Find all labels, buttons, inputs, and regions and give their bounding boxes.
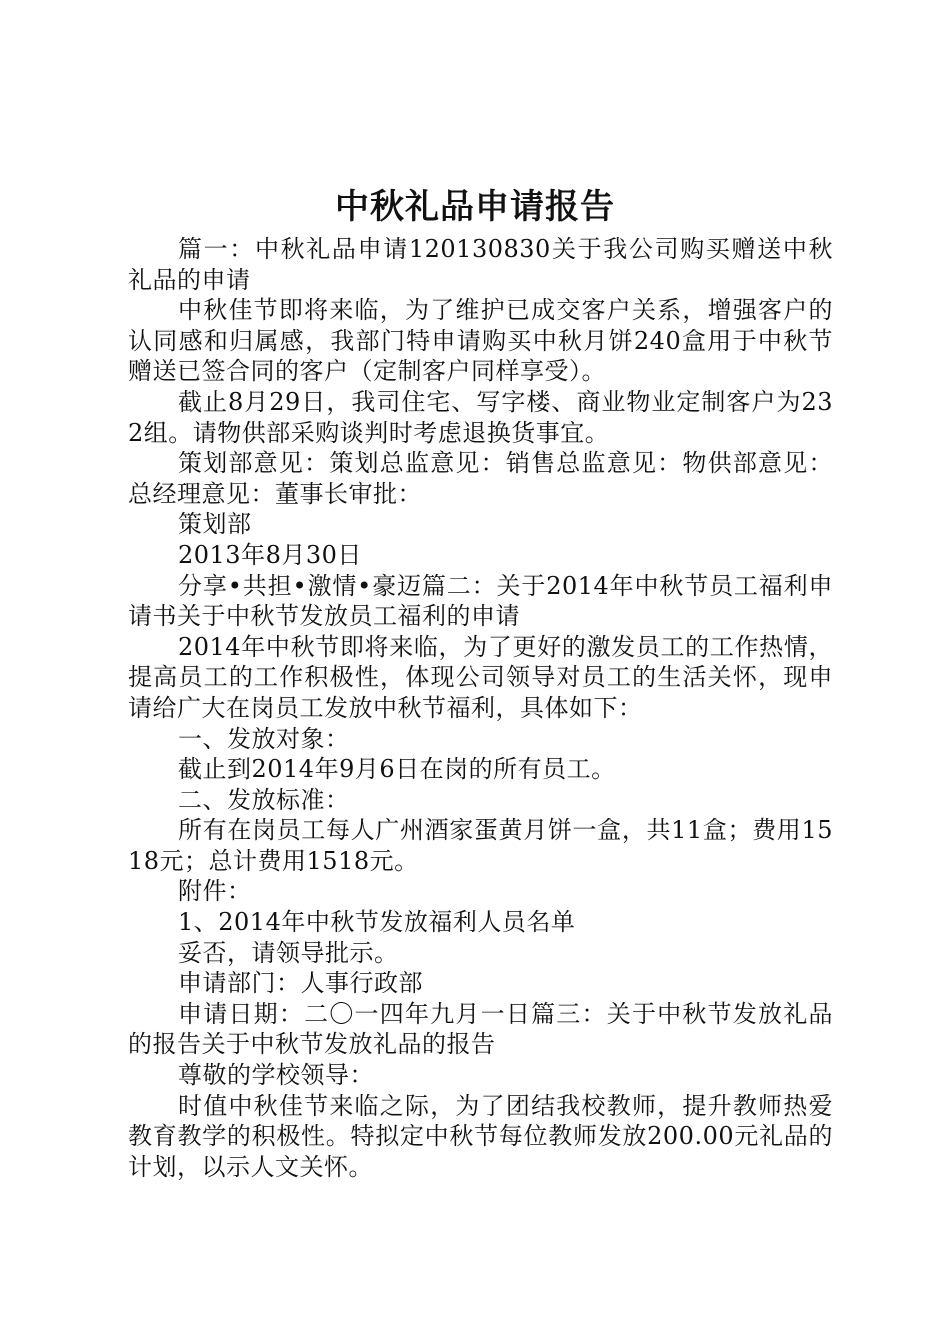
document-title: 中秋礼品申请报告 (335, 187, 615, 227)
paragraph-approval-opinions: 策划部意见：策划总监意见：销售总监意见：物供部意见：总经理意见：董事长审批： (128, 449, 833, 508)
paragraph-department-signature: 策划部 (178, 510, 252, 539)
paragraph-standard-detail: 所有在岗员工每人广州酒家蛋黄月饼一盒，共11盒；费用1518元；总计费用1518元。 (128, 816, 833, 875)
paragraph-employee-welfare-intro: 2014年中秋节即将来临，为了更好的激发员工的工作热情，提高员工的工作积极性，体现公司领导对员工的生活关怀，现申请给广大在岗员工发放中秋节福利，具体如下： (128, 632, 833, 722)
paragraph-target-detail: 截止到2014年9月6日在岗的所有员工。 (178, 755, 616, 784)
paragraph-standard-heading: 二、发放标准： (178, 785, 350, 814)
document-body (128, 234, 833, 1182)
paragraph-mooncake-purchase: 中秋佳节即将来临，为了维护已成交客户关系，增强客户的认同感和归属感，我部门特申请购买中秋月饼240盒用于中秋节赠送已签合同的客户（定制客户同样享受）。 (128, 296, 833, 386)
paragraph-teacher-gift-plan: 时值中秋佳节来临之际，为了团结我校教师，提升教师热爱教育教学的积极性。特拟定中秋节每位教师发放200.00元礼品的计划，以示人文关怀。 (128, 1091, 833, 1181)
paragraph-date-2013: 2013年8月30日 (178, 540, 362, 569)
paragraph-section-one-heading: 篇一：中秋礼品申请120130830关于我公司购买赠送中秋礼品的申请 (128, 235, 833, 294)
paragraph-applicant-department: 申请部门：人事行政部 (178, 969, 423, 998)
paragraph-request-approval: 妥否，请领导批示。 (178, 938, 399, 967)
paragraph-salutation: 尊敬的学校领导： (178, 1061, 374, 1090)
paragraph-attachment-heading: 附件： (178, 877, 252, 906)
paragraph-customer-count: 截止8月29日，我司住宅、写字楼、商业物业定制客户为232组。请物供部采购谈判时考虑退换货事宜。 (128, 387, 833, 447)
paragraph-application-date-section-three: 申请日期：二〇一四年九月一日篇三：关于中秋节发放礼品的报告关于中秋节发放礼品的报告 (128, 999, 833, 1059)
paragraph-attachment-list: 1、2014年中秋节发放福利人员名单 (178, 908, 576, 937)
paragraph-target-heading: 一、发放对象： (178, 724, 350, 753)
paragraph-section-two-heading: 分享•共担•激情•豪迈篇二：关于2014年中秋节员工福利申请书关于中秋节发放员工福利的申请 (128, 571, 833, 631)
